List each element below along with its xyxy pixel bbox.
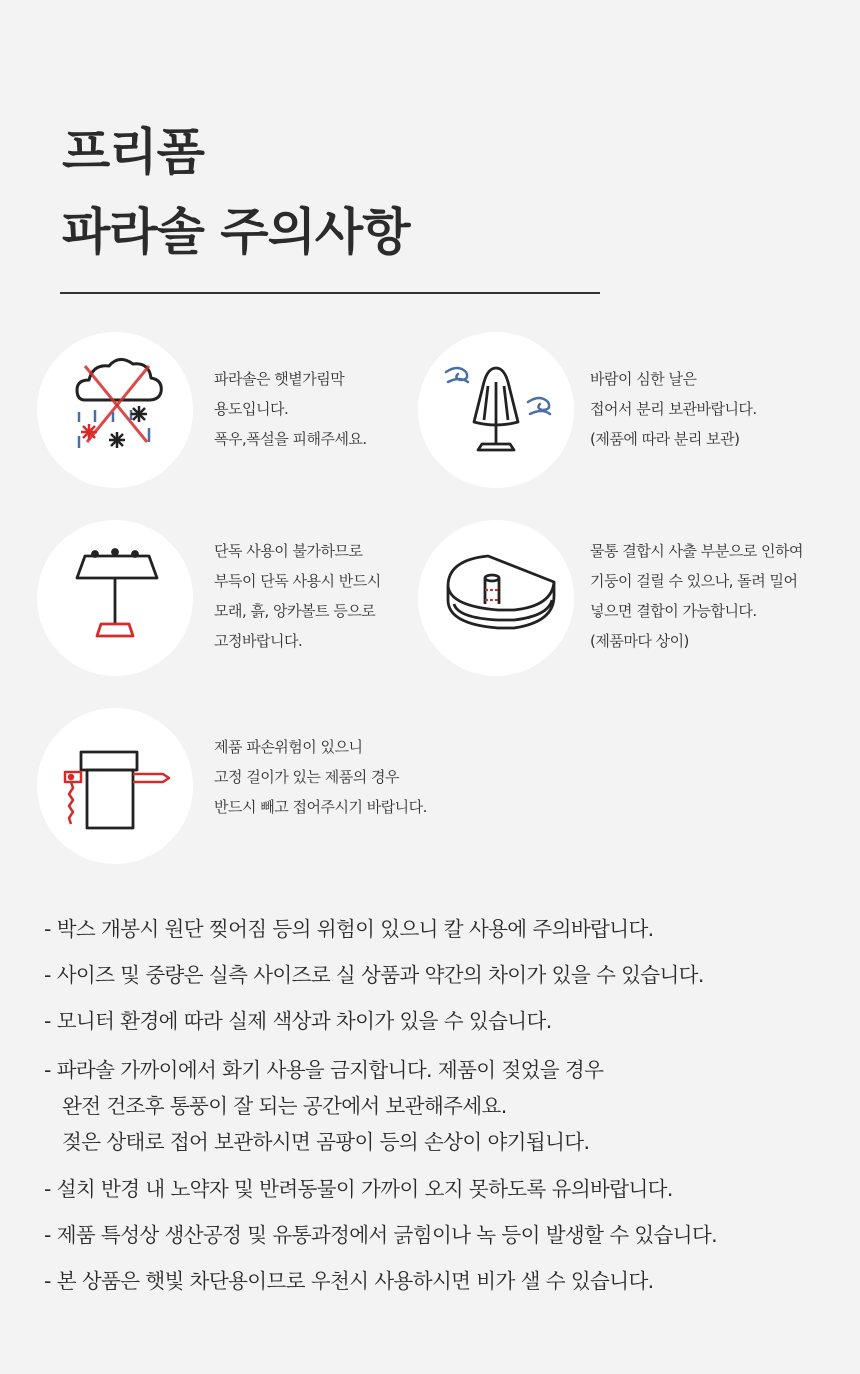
note-item: - 설치 반경 내 노약자 및 반려동물이 가까이 오지 못하도록 유의바랍니다. — [44, 1177, 673, 1201]
hinge-lock-icon — [37, 708, 193, 864]
caution-text-hinge: 제품 파손위험이 있으니 고정 걸이가 있는 제품의 경우 반드시 빼고 접어주시기 바랍니다. — [214, 738, 427, 816]
page-title — [62, 112, 410, 272]
caution-text-base: 단독 사용이 불가하므로 부득이 단독 사용시 반드시 모래, 흙, 앙카볼트 등으로 고정바랍니다. — [214, 542, 381, 650]
storm-cloud-crossed-icon — [37, 332, 193, 488]
caution-text-storm: 파라솔은 햇볕가림막 용도입니다. 폭우,폭설을 피해주세요. — [214, 370, 367, 448]
title-divider — [60, 292, 600, 294]
water-tank-base-icon — [418, 520, 574, 676]
note-item: - 본 상품은 햇빛 차단용이므로 우천시 사용하시면 비가 샐 수 있습니다. — [44, 1269, 654, 1293]
page-title-line2: 파라솔 주의사항 — [62, 203, 410, 261]
wind-folded-parasol-icon — [418, 332, 574, 488]
note-item: - 사이즈 및 중량은 실측 사이즈로 실 상품과 약간의 차이가 있을 수 있습니다. — [44, 963, 704, 987]
notes-list — [44, 914, 844, 1312]
parasol-base-icon — [37, 520, 193, 676]
note-item: - 박스 개봉시 원단 찢어짐 등의 위험이 있으니 칼 사용에 주의바랍니다. — [44, 917, 654, 941]
caution-text-water-tank: 물통 결합시 사출 부분으로 인하여 기둥이 걸릴 수 있으나, 돌려 밀어 넣으면 결합이 가능합니다. (제품마다 상이) — [590, 542, 803, 650]
note-item: - 제품 특성상 생산공정 및 유통과정에서 긁힘이나 녹 등이 발생할 수 있습니다. — [44, 1223, 718, 1247]
note-item: - 모니터 환경에 따라 실제 색상과 차이가 있을 수 있습니다. — [44, 1009, 552, 1033]
note-item: - 파라솔 가까이에서 화기 사용을 금지합니다. 제품이 젖었을 경우 완전 건조후 통풍이 잘 되는 공간에서 보관해주세요. 젖은 상태로 접어 보관하시면 곰팡이 등의 손상이 야기됩니다. — [44, 1058, 604, 1154]
caution-text-wind: 바람이 심한 날은 접어서 분리 보관바랍니다. (제품에 따라 분리 보관) — [590, 370, 757, 448]
page-title-line1: 프리폼 — [62, 123, 204, 181]
